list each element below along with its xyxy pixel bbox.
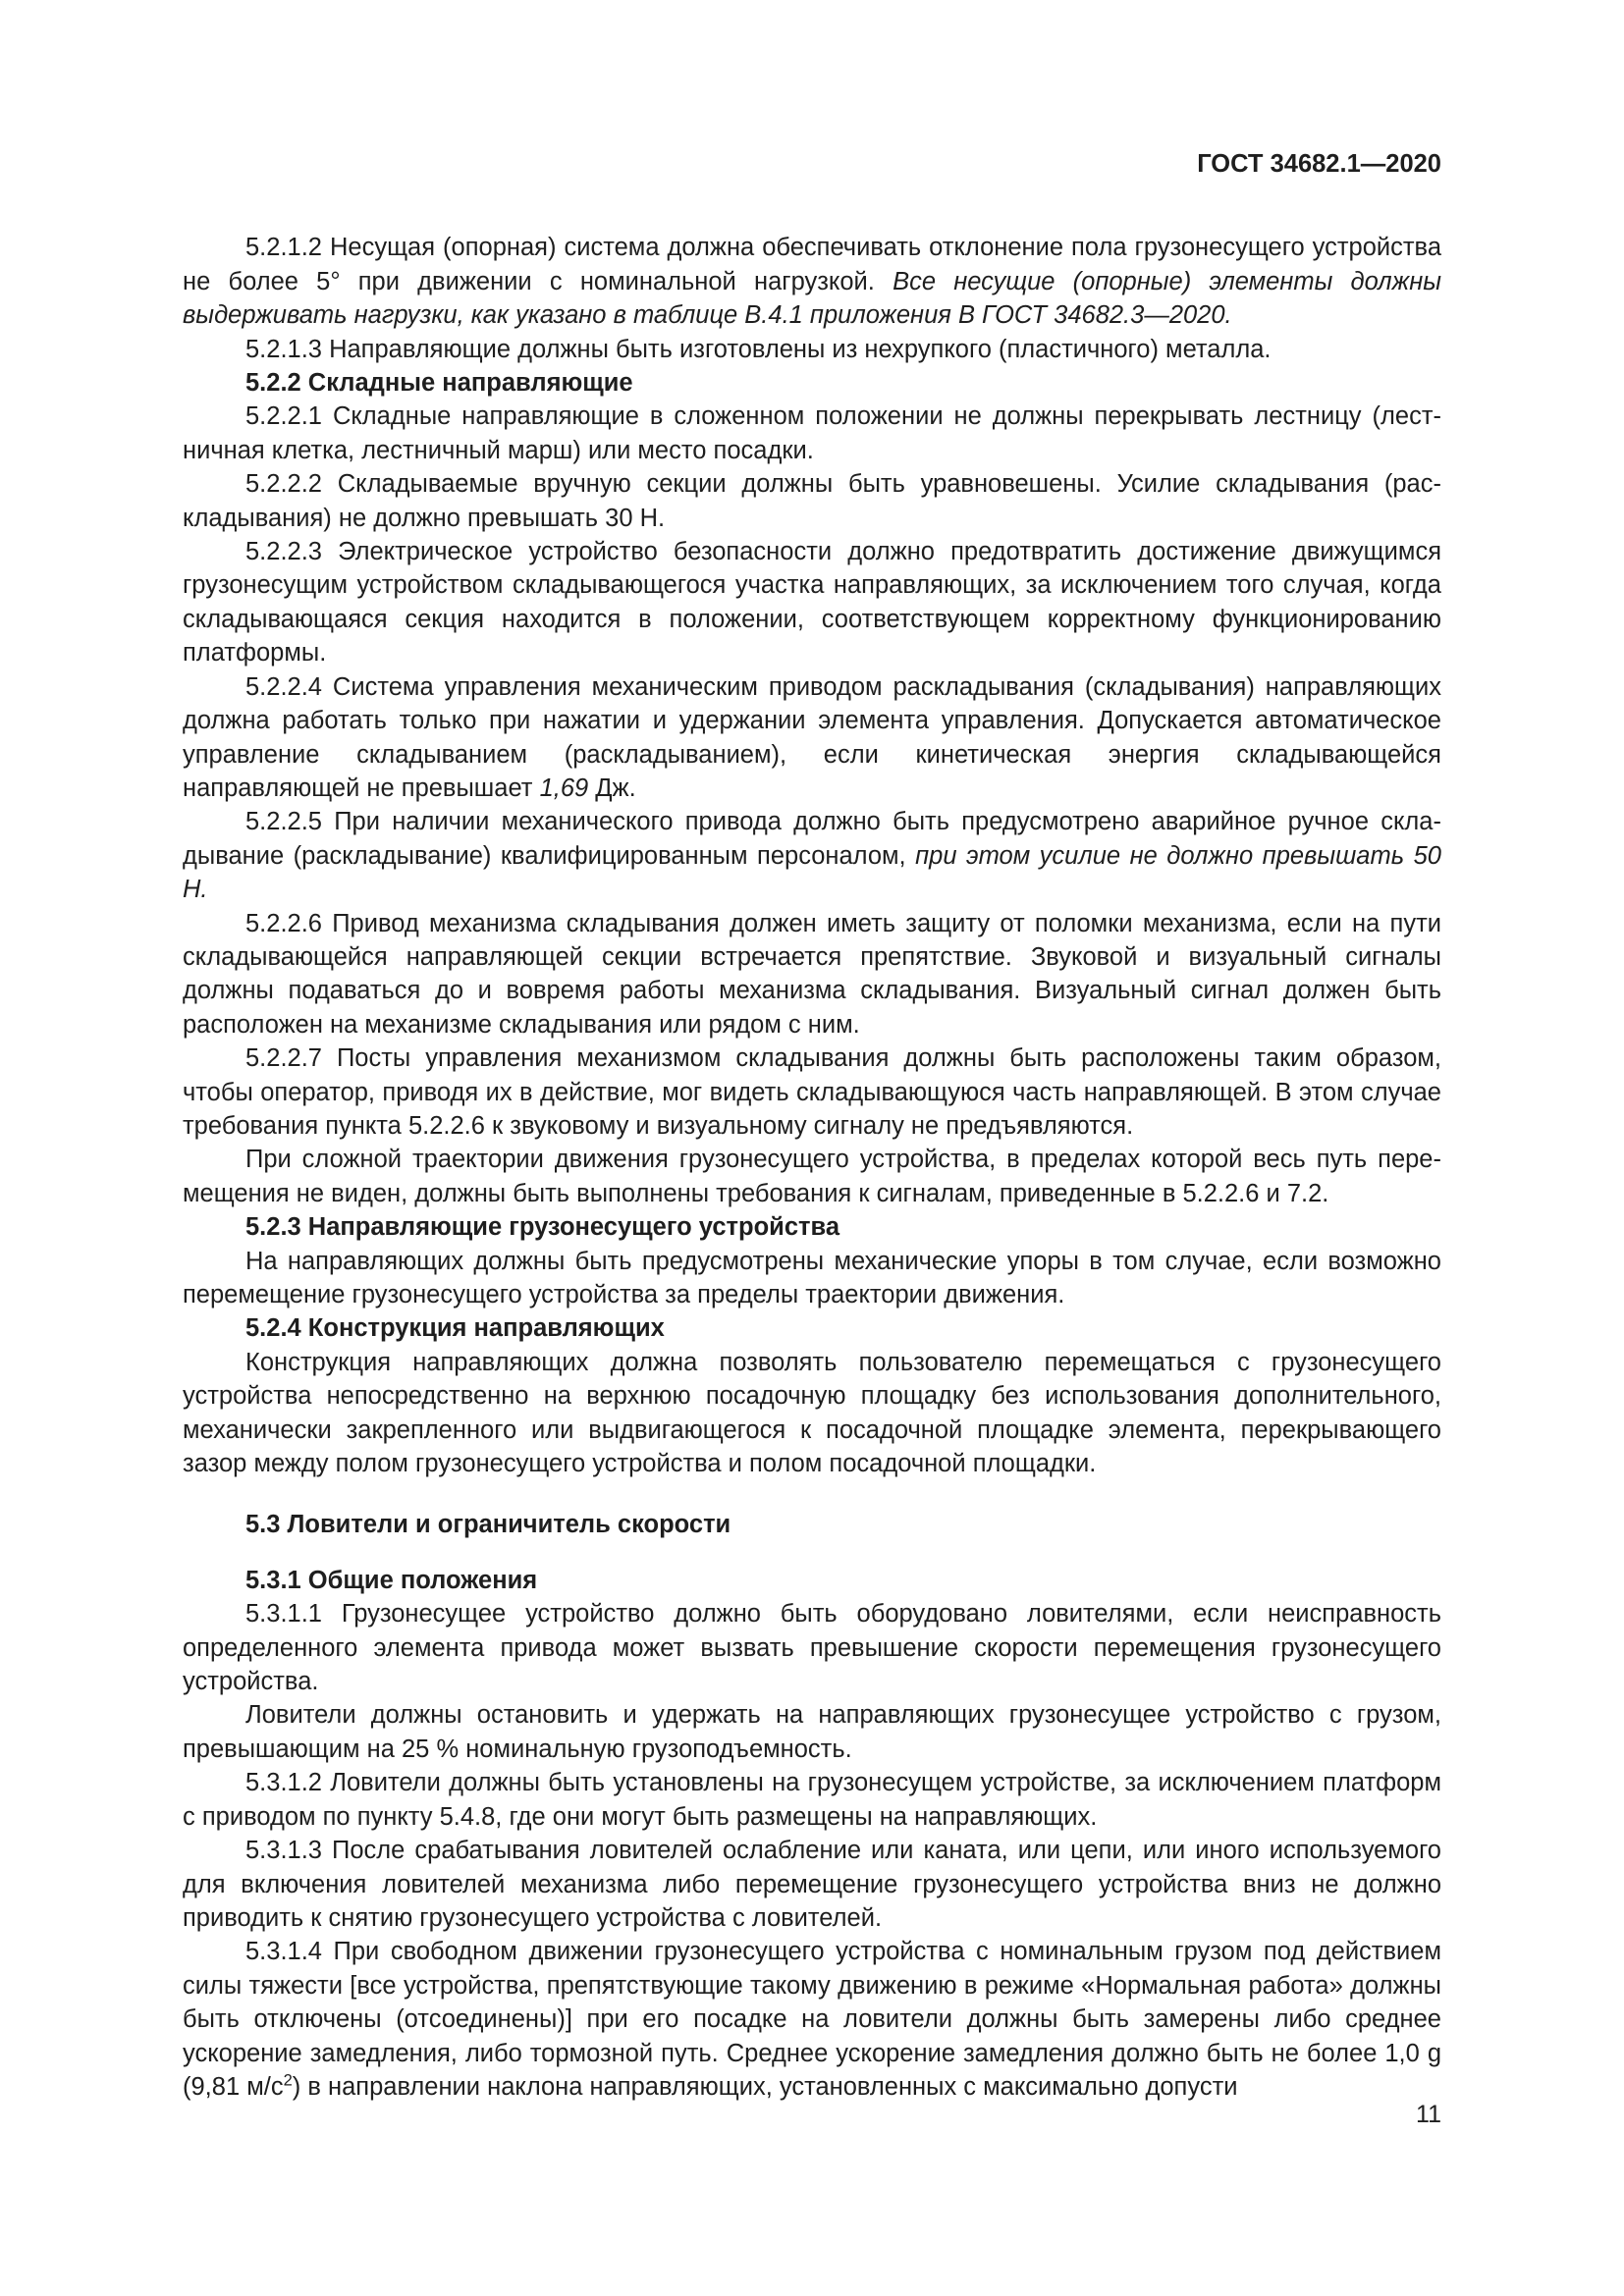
text-run: На направляющих должны быть предусмотрены механические упоры в том случае, если возможно перемещение грузонесущего устройства за пределы траектории движения. bbox=[183, 1247, 1441, 1308]
text-run: Дж. bbox=[588, 774, 636, 802]
text-run: 5.2.2.3 Электрическое устройство безопасности должно предотвратить достижение движущимся грузонесущим устройством складывающегося участка направляющих, за исключением того случая, когда складывающаяся секция находится в положении, соответствующем корректному функционированию платформы. bbox=[183, 538, 1441, 667]
paragraph bbox=[183, 1935, 1441, 2104]
text-run: 5.3.1.1 Грузонесущее устройство должно быть оборудовано ловителями, если неисправность определенного элемента привода может вызвать превышение скорости перемещения грузонесущего устройства. bbox=[183, 1600, 1441, 1696]
paragraph bbox=[183, 670, 1441, 806]
text-run: Ловители должны остановить и удержать на направляющих грузонесущее устройство с грузом, превышающим на 25 % номинальную грузоподъемность. bbox=[183, 1701, 1441, 1763]
paragraph bbox=[183, 1245, 1441, 1312]
section-heading: 5.2.3 Направляющие грузонесущего устройства bbox=[245, 1213, 840, 1242]
text-run: При сложной траектории движения грузонесущего устройства, в пределах которой весь путь перемещения не виден, должны быть выполнены требования к сигналам, приведенные в 5.2.2.6 и 7.2. bbox=[183, 1146, 1441, 1207]
section-heading: 5.3.1 Общие положения bbox=[245, 1566, 538, 1594]
paragraph bbox=[183, 1698, 1441, 1766]
text-run: 5.3.1.2 Ловители должны быть установлены на грузонесущем устройстве, за исключением платформ с приводом по пункту 5.4.8, где они могут быть размещены на направляющих. bbox=[183, 1769, 1441, 1831]
paragraph bbox=[183, 1834, 1441, 1935]
superscript-text: 2 bbox=[283, 2070, 293, 2090]
paragraph bbox=[183, 535, 1441, 670]
italic-text: Все несущие (опорные) элементы должны выдерживать нагрузки, как указано в таблице В.4.1 приложения В ГОСТ 34682.3—2020. bbox=[183, 267, 1441, 330]
italic-text: при этом усилие не должно превышать 50 Н. bbox=[183, 841, 1441, 904]
section-heading: 5.3 Ловители и ограничитель скорости bbox=[245, 1511, 731, 1539]
text-run: 5.2.1.3 Направляющие должны быть изготовлены из нехрупкого (пластичного) металла. bbox=[245, 335, 1272, 363]
section-heading: 5.2.4 Конструкция направляющих bbox=[245, 1314, 665, 1343]
text-run: 5.2.2.2 Складываемые вручную секции должны быть уравновешены. Усилие складывания (раскладывания) не должно превышать 30 Н. bbox=[183, 470, 1441, 532]
paragraph bbox=[183, 1143, 1441, 1210]
paragraph bbox=[183, 1041, 1441, 1143]
paragraph bbox=[183, 467, 1441, 535]
text-run: 5.2.2.7 Посты управления механизмом складывания должны быть расположены таким образом, чтобы оператор, приводя их в действие, мог видеть складывающуюся часть направляющей. В этом случае требования пункта 5.2.2.6 к звуковому и визуальному сигналу не предъявляются. bbox=[183, 1044, 1441, 1140]
document-code-header: ГОСТ 34682.1—2020 bbox=[1197, 150, 1441, 178]
italic-text: 1,69 bbox=[539, 774, 589, 802]
text-run: 5.2.2.4 Система управления механическим приводом раскладывания (складывания) направляющих должна работать только при нажатии и удержании элемента управления. Допускается автоматическое управление складыванием (раскладыванием), если кинетическая энергия складывающейся направляющей не превышает bbox=[183, 672, 1441, 802]
text-run: 5.2.2.5 При наличии механического привода должно быть предусмотрено аварийное ручное складывание (раскладывание) квалифицированным персоналом, bbox=[183, 808, 1441, 870]
section-heading: 5.2.2 Складные направляющие bbox=[245, 369, 633, 398]
paragraph bbox=[183, 1766, 1441, 1834]
text-run: 5.2.1.2 Несущая (опорная) система должна обеспечивать отклонение пола грузонесущего устройства не более 5° при движении с номинальной нагрузкой. bbox=[183, 234, 1441, 295]
text-run: 5.2.2.1 Складные направляющие в сложенном положении не должны перекрывать лестницу (лестничная клетка, лестничный марш) или место посадки. bbox=[183, 402, 1441, 464]
text-run: Конструкция направляющих должна позволять пользователю перемещаться с грузонесущего устройства непосредственно на верхнюю посадочную площадку без использования дополнительного, механически закрепленного или выдвигающегося к посадочной площадке элемента, перекрывающего зазор между полом грузонесущего устройства и полом посадочной площадки. bbox=[183, 1348, 1441, 1478]
paragraph bbox=[183, 1597, 1441, 1698]
text-run: ) в направлении наклона направляющих, установленных с максимально допусти bbox=[292, 2072, 1238, 2101]
paragraph bbox=[183, 400, 1441, 467]
paragraph bbox=[183, 1346, 1441, 1481]
document-body bbox=[183, 231, 1441, 2104]
text-run: 5.2.2.6 Привод механизма складывания должен иметь защиту от поломки механизма, если на пути складывающейся направляющей секции встречается препятствие. Звуковой и визуальный сигналы должны подаваться до и вовремя работы механизма складывания. Визуальный сигнал должен быть расположен на механизме складывания или рядом с ним. bbox=[183, 909, 1441, 1039]
paragraph bbox=[183, 333, 1441, 366]
paragraph bbox=[183, 805, 1441, 906]
paragraph bbox=[183, 231, 1441, 332]
text-run: 5.3.1.4 При свободном движении грузонесущего устройства с номинальным грузом под действием силы тяжести [все устройства, препятствующие такому движению в режиме «Нормальная работа» должны быть отключены (отсоединены)] при его посадке на ловители должны быть замерены либо среднее ускорение замедления, либо тормозной путь. Среднее ускорение замедления должно быть не более 1,0 g (9,81 м/с bbox=[183, 1938, 1441, 2101]
page-number: 11 bbox=[1416, 2101, 1441, 2128]
paragraph bbox=[183, 907, 1441, 1042]
text-run: 5.3.1.3 После срабатывания ловителей ослабление или каната, или цепи, или иного используемого для включения ловителей механизма либо перемещение грузонесущего устройства вниз не должно приводить к снятию грузонесущего устройства с ловителей. bbox=[183, 1837, 1441, 1932]
